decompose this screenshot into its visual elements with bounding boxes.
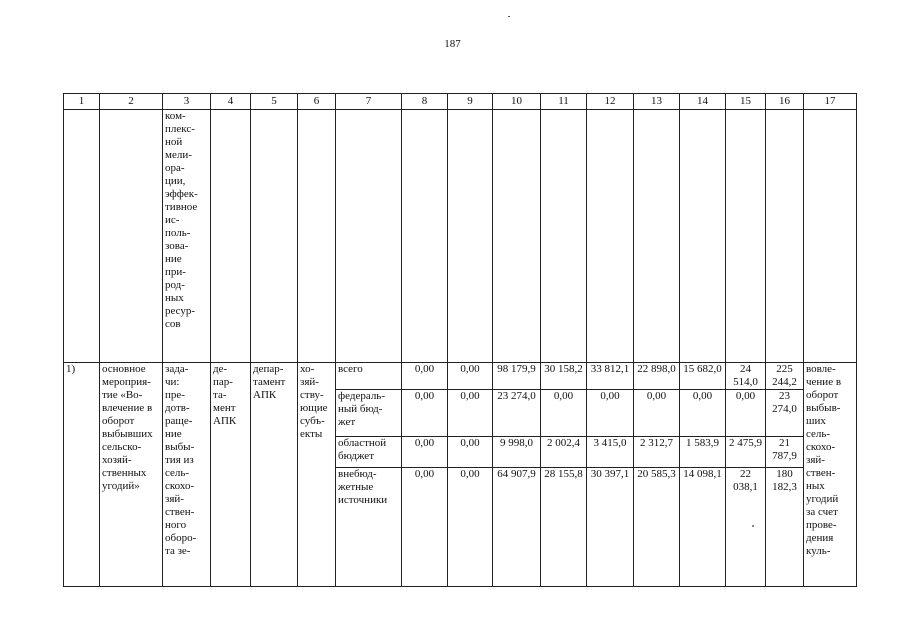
scan-speck <box>508 16 510 17</box>
column-number: 17 <box>804 94 857 110</box>
amount-cell: 2 002,4 <box>541 437 587 468</box>
column-number: 4 <box>211 94 251 110</box>
amount-cell: 23 274,0 <box>493 390 541 437</box>
amount-cell: 0,00 <box>680 390 726 437</box>
amount-cell: 3 415,0 <box>587 437 634 468</box>
amount-cell: 0,00 <box>448 363 493 390</box>
column-number: 10 <box>493 94 541 110</box>
program-table <box>63 93 857 587</box>
table-cell <box>634 110 680 363</box>
amount-cell: 2 475,9 <box>726 437 766 468</box>
column-number: 5 <box>251 94 298 110</box>
table-cell <box>448 110 493 363</box>
amount-cell: 28 155,8 <box>541 468 587 587</box>
amount-cell: 9 998,0 <box>493 437 541 468</box>
table-cell <box>541 110 587 363</box>
amount-cell: 22 038,1 <box>726 468 766 587</box>
amount-cell: 20 585,3 <box>634 468 680 587</box>
amount-cell: 0,00 <box>448 468 493 587</box>
column-number: 2 <box>100 94 163 110</box>
task-text: зада- чи: пре- дотв- раще- ние выбы- тия из сель- скохо- зяй- ствен- ного оборо- та зе- <box>163 363 211 587</box>
amount-cell: 0,00 <box>402 390 448 437</box>
column-number: 16 <box>766 94 804 110</box>
column-number: 3 <box>163 94 211 110</box>
column-number: 15 <box>726 94 766 110</box>
amount-total: 21 787,9 <box>766 437 804 468</box>
amount-total: 225 244,2 <box>766 363 804 390</box>
table-cell <box>100 110 163 363</box>
participants: хо- зяй- ству- ющие субъ- екты <box>298 363 336 587</box>
column-number: 9 <box>448 94 493 110</box>
column-number: 8 <box>402 94 448 110</box>
amount-cell: 15 682,0 <box>680 363 726 390</box>
amount-cell: 0,00 <box>402 363 448 390</box>
table-cell <box>64 110 100 363</box>
amount-cell: 14 098,1 <box>680 468 726 587</box>
co-executor: депар- тамент АПК <box>251 363 298 587</box>
amount-cell: 0,00 <box>541 390 587 437</box>
amount-cell: 0,00 <box>402 437 448 468</box>
page-number: 187 <box>444 38 461 50</box>
amount-cell: 98 179,9 <box>493 363 541 390</box>
funding-source: внебюд- жетные источники <box>336 468 402 587</box>
funding-source: всего <box>336 363 402 390</box>
activity-name: основное мероприя- тие «Во- влечение в оборот выбывших сельско- хозяй- ственных угодий» <box>100 363 163 587</box>
column-number: 1 <box>64 94 100 110</box>
continuation-row <box>64 110 857 363</box>
table-header-row <box>64 94 857 110</box>
amount-cell: 22 898,0 <box>634 363 680 390</box>
column-number: 6 <box>298 94 336 110</box>
item-number: 1) <box>64 363 100 587</box>
funding-source: федераль- ный бюд- жет <box>336 390 402 437</box>
amount-cell: 0,00 <box>726 390 766 437</box>
amount-cell: 1 583,9 <box>680 437 726 468</box>
amount-cell: 0,00 <box>634 390 680 437</box>
table-cell <box>251 110 298 363</box>
table-cell <box>766 110 804 363</box>
amount-cell: 0,00 <box>448 437 493 468</box>
amount-cell: 0,00 <box>402 468 448 587</box>
amount-cell: 33 812,1 <box>587 363 634 390</box>
amount-cell: 0,00 <box>587 390 634 437</box>
amount-cell: 30 158,2 <box>541 363 587 390</box>
column-number: 7 <box>336 94 402 110</box>
table-cell <box>804 110 857 363</box>
table-cell <box>211 110 251 363</box>
table-row <box>64 363 857 390</box>
amount-cell: 24 514,0 <box>726 363 766 390</box>
amount-total: 23 274,0 <box>766 390 804 437</box>
amount-total: 180 182,3 <box>766 468 804 587</box>
expected-result: вовле- чение в оборот выбыв- ших сель- скохо- зяй- ствен- ных угодий за счет прове- дения куль- <box>804 363 857 587</box>
column-number: 12 <box>587 94 634 110</box>
table-cell <box>680 110 726 363</box>
amount-cell: 64 907,9 <box>493 468 541 587</box>
amount-cell: 30 397,1 <box>587 468 634 587</box>
column-number: 11 <box>541 94 587 110</box>
table-cell <box>336 110 402 363</box>
funding-source: областной бюджет <box>336 437 402 468</box>
amount-cell: 0,00 <box>448 390 493 437</box>
responsible-executor: де- пар- та- мент АПК <box>211 363 251 587</box>
table-cell <box>402 110 448 363</box>
table-cell <box>726 110 766 363</box>
column-number: 13 <box>634 94 680 110</box>
column-number: 14 <box>680 94 726 110</box>
amount-cell: 2 312,7 <box>634 437 680 468</box>
table-cell <box>493 110 541 363</box>
task-text-continued: ком- плекс- ной мели- ора- ции, эффек- тивное ис- поль- зова- ние при- род- ных ресур- сов <box>163 110 211 363</box>
table-cell <box>298 110 336 363</box>
table-cell <box>587 110 634 363</box>
